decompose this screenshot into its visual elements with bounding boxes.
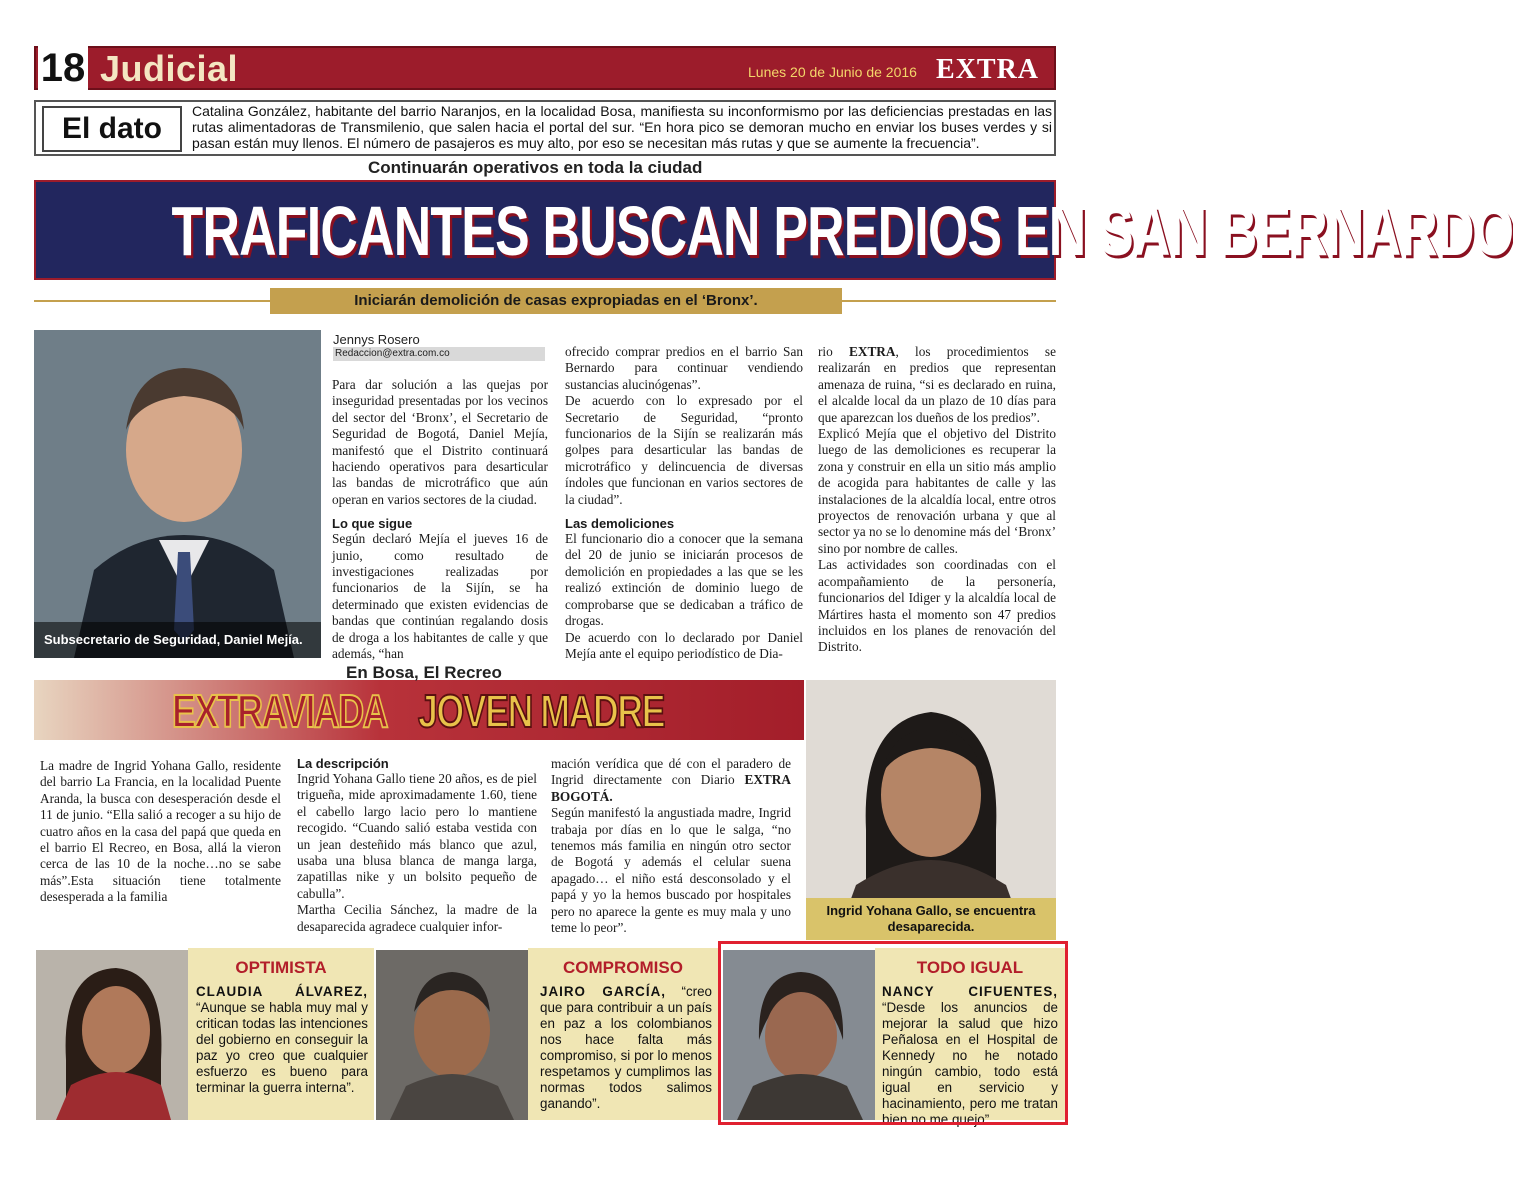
second-headline-part-2: JOVEN MADRE xyxy=(418,685,665,737)
person-portrait-icon xyxy=(376,950,528,1120)
official-portrait-icon xyxy=(34,330,321,658)
author-name: Jennys Rosero xyxy=(333,332,420,347)
second-story-column-2 xyxy=(297,756,537,935)
paragraph: Explicó Mejía que el objetivo del Distrito luego de las demoliciones es recuperar la zona y construir en ella un sitio más amplio de acogida para habitantes de calle y las instalaciones de la alcaldía local, entre otros proyectos de renovación urbana y que al sector ya no se lo denomine más del ‘Bronx’ sino por nombre de calles. xyxy=(818,426,1056,556)
subheading: Lo que sigue xyxy=(332,516,413,532)
subhead-rule-left xyxy=(34,300,270,302)
highlight-frame xyxy=(718,941,1068,1125)
opinion-quote: “Aunque se habla muy mal y critican todas las intenciones del gobierno en conseguir la paz yo creo que cualquier esfuerzo es bueno para terminar la guerra interna”. xyxy=(196,1000,368,1095)
person-portrait-icon xyxy=(36,950,188,1120)
second-story-column-3 xyxy=(551,756,791,936)
paragraph: Martha Cecilia Sánchez, la madre de la desaparecida agradece cualquier infor- xyxy=(297,902,537,934)
paragraph: Las actividades son coordinadas con el acompañamiento de la personería, funcionarios del Idiger y la alcaldía local de Mártires hasta el momento son 47 predios incluidos en los planes de renovación del Distrito. xyxy=(818,557,1056,655)
issue-date: Lunes 20 de Junio de 2016 xyxy=(748,64,917,80)
paragraph: La madre de Ingrid Yohana Gallo, residente del barrio La Francia, en la localidad Puente Aranda, la busca con desesperación desde el 11 de junio. “Ella salió a recoger a su hijo de cuatro años en la casa del papá que queda en el barrio El Recreo, en Bosa, allá la vieron cerca de las 10 de la noche…no se sabe más”.Esta situación tiene totalmente desesperada a la familia xyxy=(40,758,281,905)
paragraph: El funcionario dio a conocer que la semana del 20 de junio se iniciarán procesos de demolición en propiedades a las que se les realizó extinción de dominio luego de comprobarse que se dedicaban a tráfico de drogas. xyxy=(565,531,803,629)
main-story-column-1 xyxy=(332,377,548,663)
opinion-title-3: TODO IGUAL xyxy=(916,958,1024,977)
paragraph xyxy=(818,344,1056,426)
official-photo-caption: Subsecretario de Seguridad, Daniel Mejía. xyxy=(34,622,321,658)
text-run: mación verídica que dé con el paradero de Ingrid directamente con Diario xyxy=(551,756,791,788)
opinion-quote: “Desde los anuncios de mejorar la salud que hizo Peñalosa en el Hospital de Kennedy no he notado ningún cambio, todo está igual en servicio y hacinamiento, pero me tratan bien no me quejo”. xyxy=(882,1000,1058,1127)
brand-mention: EXTRA xyxy=(848,344,896,359)
opinion-title-1: OPTIMISTA xyxy=(235,958,327,977)
author-email: Redaccion@extra.com.co xyxy=(333,347,545,361)
opinion-quote: “creo que para contribuir a un país en paz a los colombianos nos hace falta más compromiso, si por lo menos respetamos y cumplimos las normas todos salimos ganando”. xyxy=(540,984,712,1111)
main-story-column-3 xyxy=(818,344,1056,656)
paragraph: Según declaró Mejía el jueves 16 de junio, como resultado de investigaciones realizadas por funcionarios de la Sijín, se ha determinado que existen evidencias de bandas que continúan regalando dosis de droga a los habitantes de calle y que además, “han xyxy=(332,531,548,662)
paragraph: De acuerdo con lo declarado por Daniel Mejía ante el equipo periodístico de Dia- xyxy=(565,629,803,661)
missing-person-caption: Ingrid Yohana Gallo, se encuentra desaparecida. xyxy=(806,898,1056,940)
opinion-name: NANCY CIFUENTES, xyxy=(882,984,1058,999)
brand-mention: EXTRA BOGOTÁ. xyxy=(551,772,791,804)
main-headline: TRAFICANTES BUSCAN PREDIOS EN SAN BERNARDO xyxy=(171,192,1513,270)
dato-text: Catalina González, habitante del barrio Naranjos, en la localidad Bosa, manifiesta su inconformismo por las deficiencias prestadas en las rutas alimentadoras de Transmilenio, que salen hacia el portal del sur. “En hora pico se demoran mucho en enviar los buses verdes y si pasan están muy llenos. El número de pasajeros es muy alto, por eso se necesitan más rutas y que se aumente la frecuencia”. xyxy=(192,103,1052,151)
subheading: La descripción xyxy=(297,756,389,771)
main-story-column-2 xyxy=(565,344,803,662)
brand-logo: EXTRA xyxy=(936,54,1040,85)
subhead-rule-right xyxy=(842,300,1056,302)
paragraph: Ingrid Yohana Gallo tiene 20 años, es de piel trigueña, mide aproximadamente 1.60, tiene el cabello largo lacio pero lo mantiene recogido. “Cuando salió estaba vestida con un jean desteñido más blanco que azul, usaba una blusa blanca de manga larga, zapatillas nike y un bolsito pequeño de cabulla”. xyxy=(297,771,537,901)
paragraph: ofrecido comprar predios en el barrio San Bernardo para continuar vendiendo sustancias alucinógenas”. xyxy=(565,344,803,392)
main-subhead: Iniciarán demolición de casas expropiadas en el ‘Bronx’. xyxy=(354,292,758,309)
section-title: Judicial xyxy=(100,48,239,89)
opinion-text-1 xyxy=(196,984,368,1096)
opinion-name: JAIRO GARCÍA, xyxy=(540,984,666,999)
paragraph: Según manifestó la angustiada madre, Ingrid trabaja por días en lo que le salga, “no tenemos más familia en ningún otro sector de Bogotá y además el celular suena apagado… el niño está desconsolado y el papá y yo la hemos buscado por hospitales pero no aparece la gente es muy mala y uno teme lo peor”. xyxy=(551,805,791,936)
opinion-photo-jairo xyxy=(376,950,528,1120)
text-run: rio xyxy=(818,344,849,359)
opinion-text-2 xyxy=(540,984,712,1112)
opinion-name: CLAUDIA ÁLVAREZ, xyxy=(196,984,368,999)
opinion-photo-claudia xyxy=(36,950,188,1120)
official-photo xyxy=(34,330,321,658)
paragraph xyxy=(551,756,791,805)
page-number: 18 xyxy=(38,44,88,92)
second-story-column-1 xyxy=(40,758,281,906)
paragraph: De acuerdo con lo expresado por el Secretario de Seguridad, “pronto funcionarios de la Sijín se realizarán más golpes para desarticular las bandas de microtráfico y delincuencia de diversas índoles que funcionan en varios sectores de la ciudad”. xyxy=(565,393,803,507)
dato-label: El dato xyxy=(42,106,182,152)
text-run: , los procedimientos se realizarán en predios que representan amenaza de ruina, “si es declarado en ruina, el alcalde local da un plazo de 10 días para que aparezcan los dueños de los predios”. xyxy=(818,344,1056,425)
main-kicker: Continuarán operativos en toda la ciudad xyxy=(368,158,703,177)
second-kicker: En Bosa, El Recreo xyxy=(346,663,502,682)
paragraph: Para dar solución a las quejas por inseguridad presentadas por los vecinos del sector del ‘Bronx’, el Secretario de Seguridad de Bogotá, Daniel Mejía, manifestó que el Distrito continuará haciendo operativos para desarticular las bandas de microtráfico que aún operan en varios sectores de la ciudad. xyxy=(332,377,548,507)
opinion-title-2: COMPROMISO xyxy=(563,958,683,977)
subheading: Las demoliciones xyxy=(565,516,675,532)
second-headline-part-1: EXTRAVIADA xyxy=(172,685,387,737)
